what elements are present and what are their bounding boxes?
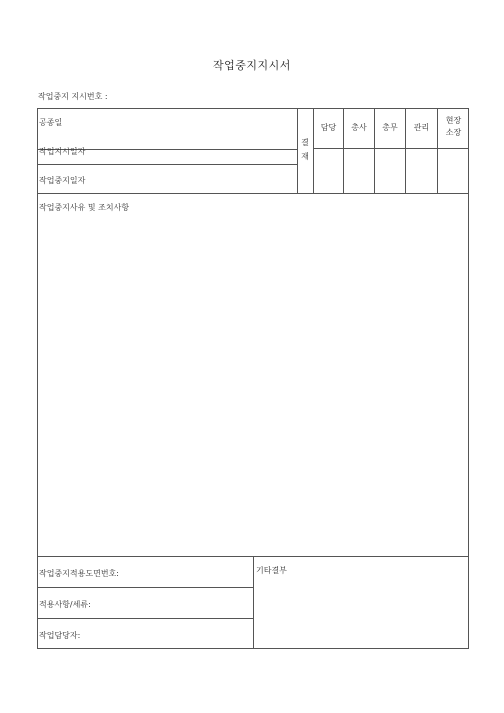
instruction-date-label: 작업지시일자 (39, 147, 86, 156)
approval-column-general: 총사 (351, 123, 367, 132)
applied-drawing-label: 작업중지적용도면번호: (39, 569, 119, 578)
project-name-label: 공종일 (39, 118, 63, 127)
approval-column-site-manager: 현장 소장 (445, 116, 462, 137)
divider (37, 164, 298, 165)
approval-label-bottom: 재 (301, 152, 309, 161)
other-notes-label: 기타결부 (256, 566, 287, 575)
order-number-label: 작업중지 지시번호 : (38, 92, 108, 101)
divider (313, 148, 469, 149)
approval-column-affairs: 총무 (382, 123, 398, 132)
approval-column-staff: 담당 (320, 123, 337, 132)
divider (405, 108, 406, 194)
divider (297, 108, 298, 194)
approval-column-management: 관리 (413, 123, 430, 132)
stop-date-label: 작업중지일자 (39, 176, 86, 185)
divider (37, 587, 254, 588)
page-title: 작업중지지시서 (213, 59, 291, 72)
worker-in-charge-label: 작업담당자: (39, 631, 81, 640)
divider (374, 108, 375, 194)
reason-and-action-label: 작업중지사유 및 조치사항 (39, 203, 130, 212)
applied-items-label: 적용사항/세류: (39, 600, 91, 609)
approval-label-top: 결 (301, 138, 309, 147)
divider (253, 556, 254, 649)
divider (37, 618, 254, 619)
divider (343, 108, 344, 194)
divider (313, 108, 314, 194)
